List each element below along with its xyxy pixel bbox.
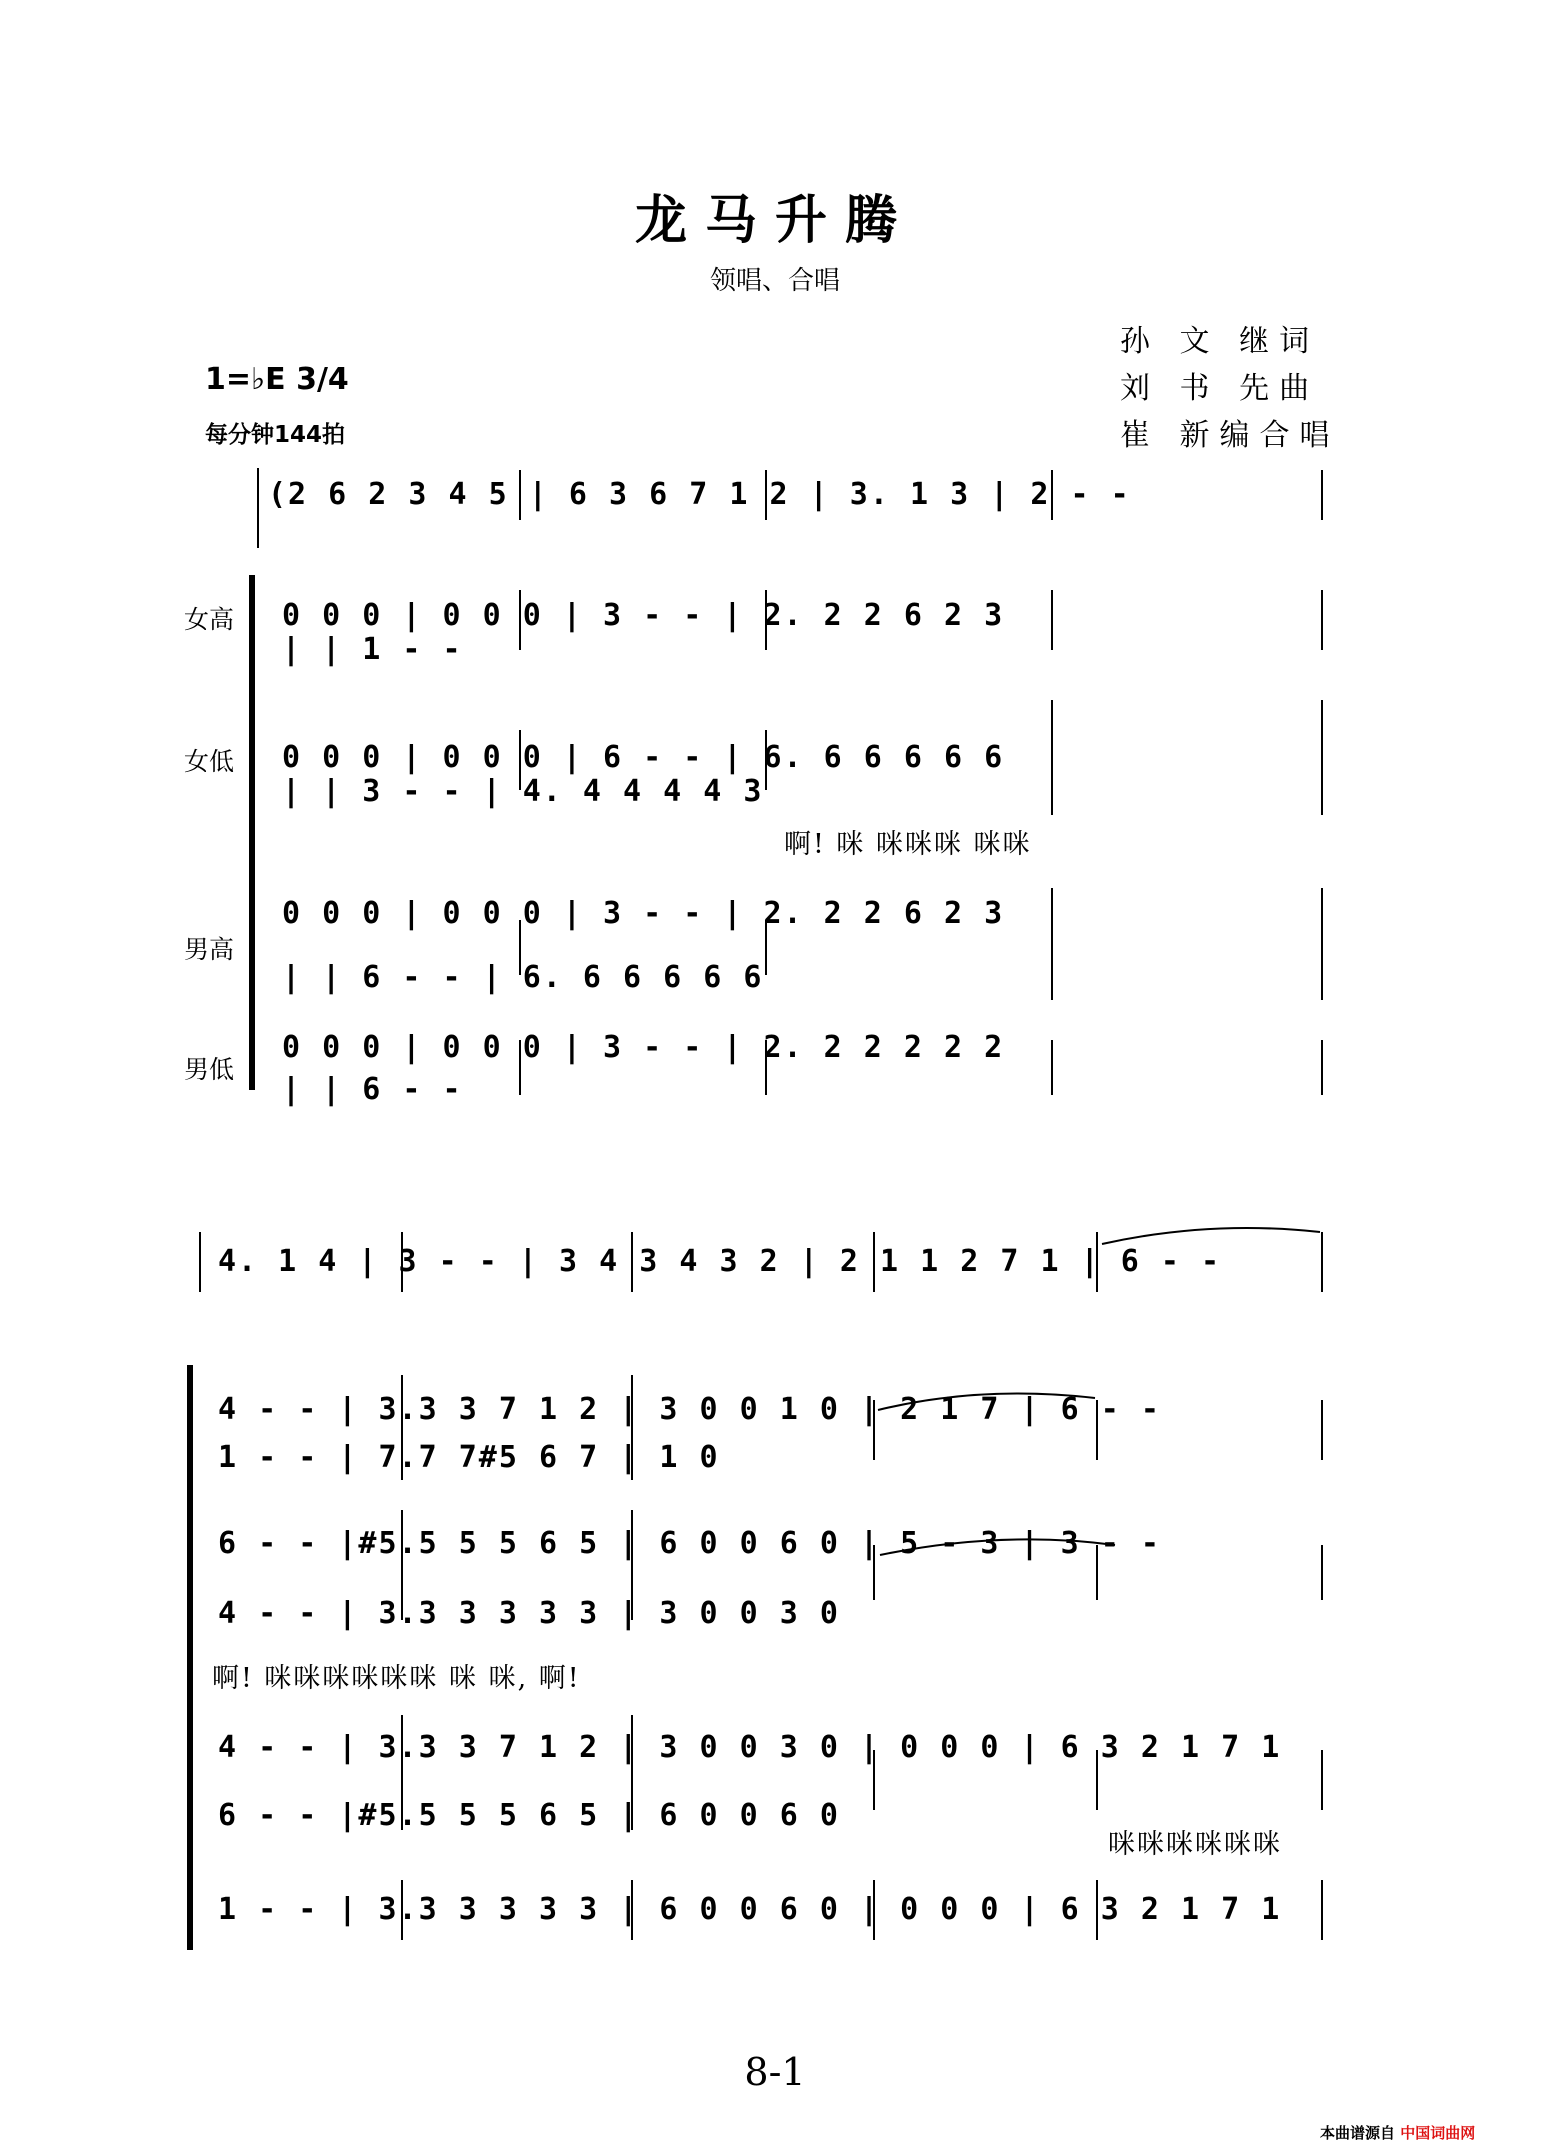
system2-soprano-upper: 4 - - | 3.3 3 7 1 2 | 3 0 0 1 0 | 2 1 7 | 6 - -	[218, 1392, 1161, 1427]
composer-credit: 刘 书 先曲	[1120, 371, 1320, 406]
lyricist-credit: 孙 文 继词	[1120, 324, 1320, 359]
system1-soprano-lower: | | 1 - -	[282, 632, 463, 667]
system1-bass-lower: | | 6 - -	[282, 1072, 463, 1107]
system1-lead-line: (2 6 2 3 4 5 | 6 3 6 7 1 2 | 3. 1 3 | 2 - -	[268, 477, 1131, 512]
system1-bass-upper: 0 0 0 | 0 0 0 | 3 - - | 2. 2 2 2 2 2	[282, 1030, 1005, 1065]
watermark-strip-left	[2, 0, 16, 2156]
system1-alto-upper: 0 0 0 | 0 0 0 | 6 - - | 6. 6 6 6 6 6	[282, 740, 1005, 775]
part-label-tenor: 男高	[184, 935, 235, 964]
tempo-marking: 每分钟144拍	[205, 422, 346, 448]
key-signature: 1=♭E 3/4	[205, 362, 349, 397]
source-site[interactable]: 中国词曲网	[1400, 2124, 1476, 2142]
system2-lead-line: 4. 1 4 | 3 - - | 3 4 3 4 3 2 | 2 1 1 2 7 1 | 6 - -	[218, 1244, 1222, 1279]
arranger-credit: 崔 新编合唱	[1120, 418, 1340, 453]
part-label-alto: 女低	[184, 747, 235, 776]
part-label-soprano: 女高	[184, 605, 235, 634]
system1-lyrics: 啊! 咪 咪咪咪 咪咪	[784, 829, 1032, 860]
system1-soprano: 0 0 0 | 0 0 0 | 3 - - | 2. 2 2 6 2 3	[282, 598, 1005, 633]
system2-soprano-lower: 1 - - | 7.7 7#5 6 7 | 1 0	[218, 1440, 720, 1475]
system2-alto-lower: 4 - - | 3.3 3 3 3 3 | 3 0 0 3 0	[218, 1596, 840, 1631]
page-number: 8-1	[744, 2050, 806, 2094]
source-note	[1320, 2122, 1475, 2143]
source-prefix: 本曲谱源自	[1320, 2124, 1396, 2142]
system2-tenor-upper: 4 - - | 3.3 3 7 1 2 | 3 0 0 3 0 | 0 0 0 | 6 3 2 1 7 1	[218, 1730, 1282, 1765]
system2-alto-upper: 6 - - |#5.5 5 5 6 5 | 6 0 0 6 0 | 5 - 3 | 3 - -	[218, 1526, 1161, 1561]
system2-tenor-lyrics: 咪咪咪咪咪咪	[1108, 1829, 1282, 1860]
system1-tenor-lower: | | 6 - - | 6. 6 6 6 6 6	[282, 960, 764, 995]
system2-lyrics: 啊! 咪咪咪咪咪咪 咪 咪, 啊!	[212, 1663, 581, 1694]
score-title: 龙马升腾	[634, 190, 915, 251]
watermark-strip-right	[1534, 0, 1548, 2156]
system2-tenor-lower: 6 - - |#5.5 5 5 6 5 | 6 0 0 6 0	[218, 1798, 840, 1833]
system1-alto-lower: | | 3 - - | 4. 4 4 4 4 3	[282, 774, 764, 809]
system1-tenor-upper: 0 0 0 | 0 0 0 | 3 - - | 2. 2 2 6 2 3	[282, 896, 1005, 931]
part-label-bass: 男低	[184, 1055, 235, 1084]
system2-bass: 1 - - | 3.3 3 3 3 3 | 6 0 0 6 0 | 0 0 0 | 6 3 2 1 7 1	[218, 1892, 1282, 1927]
score-subtitle: 领唱、合唱	[709, 266, 840, 296]
